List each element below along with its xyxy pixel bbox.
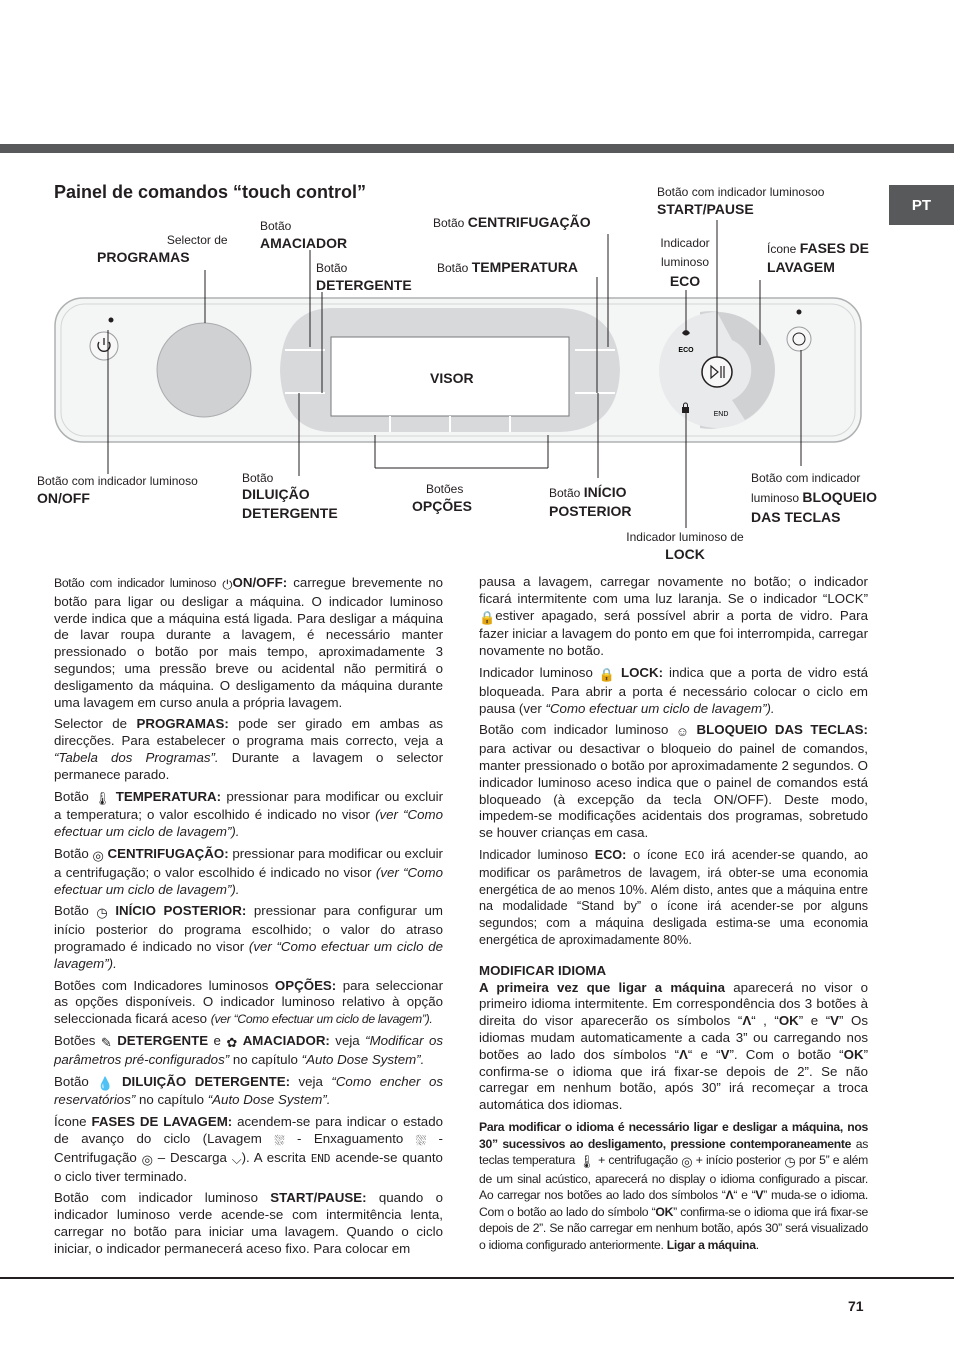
thermometer-icon: 🌡 <box>93 790 111 806</box>
callout-onoff: Botão com indicador luminoso ON/OFF <box>37 474 198 506</box>
para-start-pause: Botão com indicador luminoso START/PAUSE: quando o indicador luminoso verde acende-se com intermitência lenta, carregar no botão para iniciar uma lavagem. Quando o ciclo iniciar, o indicador permanecerá aceso fixo. Para colocar em <box>54 1190 443 1256</box>
para-temperatura: Botão 🌡 TEMPERATURA: pressionar para modificar ou excluir a temperatura; o valor escolhido é indicado no visor (ver “Como efectuar um ciclo de lavagem”). <box>54 788 443 840</box>
callout-eco: Indicador luminoso ECO <box>660 236 710 289</box>
spin-icon: ◎ <box>92 847 104 863</box>
para-fases: Ícone FASES DE LAVAGEM: acendem-se para indicar o estado de avanço do ciclo (Lavagem ⛆ - Enxaguamento ⛆ - Centrifugação ◎ – Descarga ⌵). A escrita END acende-se quanto o ciclo tiver terminado. <box>54 1114 443 1184</box>
wash-phase-icon: ⛆ <box>274 1132 285 1148</box>
spin-icon: ◎ <box>681 1154 693 1170</box>
callout-programas: Selector de PROGRAMAS <box>97 233 228 265</box>
svg-text:END: END <box>713 411 729 418</box>
right-column <box>479 574 868 1259</box>
onoff-button <box>90 332 118 360</box>
para-programas: Selector de PROGRAMAS: pode ser girado em ambas as direcções. Para estabelecer o programa mais correcto, veja a “Tabela dos Programas”. Durante a lavagem o selector permanece parado. <box>54 716 443 782</box>
para-lock: Indicador luminoso 🔒 LOCK: indica que a porta de vidro está bloqueada. Para abrir a porta é necessário colocar o ciclo em pausa (ver “Como efectuar um ciclo de lavagem”). <box>479 664 869 716</box>
callout-amaciador: Botão AMACIADOR <box>260 219 348 251</box>
callout-temperatura: Botão TEMPERATURA <box>437 259 578 275</box>
softener-flower-icon: ✿ <box>226 1034 238 1050</box>
callout-bloqueio: Botão com indicador luminoso BLOQUEIO DAS TECLAS <box>751 471 878 525</box>
section-heading: MODIFICAR IDIOMA <box>479 962 607 978</box>
callout-start-pause: Botão com indicador luminosoo START/PAUSE <box>657 185 825 217</box>
callout-opcoes: Botões OPÇÕES <box>412 482 472 514</box>
para-start-cont: pausa a lavagem, carregar novamente no botão; o indicador ficará intermitente com uma luz laranja. Se o indicador “LOCK” 🔒estiver apagado, será possível abrir a porta de vidro. Para fazer iniciar a lavagem do ponto em que foi interrompida, carregar novamente no botão. <box>479 574 868 659</box>
child-lock-icon: ☺ <box>675 724 690 740</box>
language-tab: PT <box>889 185 954 225</box>
para-centrifugacao: Botão ◎ CENTRIFUGAÇÃO: pressionar para modificar ou excluir a centrifugação; o valor escolhido é indicado no visor (ver “Como efectuar um ciclo de lavagem”). <box>54 845 443 897</box>
program-selector-knob <box>157 323 251 417</box>
para-detergente: Botões ✎ DETERGENTE e ✿ AMACIADOR: veja “Modificar os parâmetros pré-configurados” no capítulo “Auto Dose System”. <box>54 1032 443 1067</box>
key-lock-button <box>787 327 811 351</box>
callout-inicio-posterior: Botão INÍCIO POSTERIOR <box>549 484 632 519</box>
callout-detergente: Botão DETERGENTE <box>316 261 412 293</box>
left-column <box>54 575 443 1262</box>
delay-timer-icon: ◷ <box>96 905 108 921</box>
para-idioma: A primeira vez que ligar a máquina aparecerá no visor o primeiro idioma intermitente. Em correspondência dos 3 botões à direita do visor aparecerão os símbolos “Λ“ , “OK” e “V” Os idiomas mudam automaticamente a cada 3” ou carregando nos botões ao lado dos símbolos “Λ“ e “V”. Com o botão “OK” confirma-se o idioma que irá fixar-se depois de 2”. Se não carregar em nenhum botão, após 30” irá recomeçar a troca automática dos idiomas. <box>479 979 869 1113</box>
rinse-phase-icon: ⛆ <box>415 1132 427 1148</box>
para-bloqueio: Botão com indicador luminoso ☺ BLOQUEIO DAS TECLAS: para activar ou desactivar o bloqueio do painel de comandos, manter pressionado o botão por aproximadamente 2 segundos. O indicador luminoso aceso indica que o painel de comandos está bloqueado (à excepção da tecla ON/OFF). Deste modo, impedem-se modificações acidentais dos programas, sobretudo se houver crianças em casa. <box>479 722 868 841</box>
start-pause-button <box>702 357 732 387</box>
para-eco: Indicador luminoso ECO: o ícone ECO irá acender-se quando, ao modificar os parâmetros de lavagem, irá obter-se uma economia energética de ao menos 10%. Além disto, antes que a máquina entre na modalidade “Stand by” o ícone irá acender-se por alguns segundos; com a máquina desligada estima-se uma economia energética de aproximadamente 80%. <box>479 847 869 947</box>
visor-label: VISOR <box>430 370 474 386</box>
para-idioma-modify: Para modificar o idioma é necessário ligar e desligar a máquina, nos 30” sucessivos ao desligamento, pressione contemporaneamente as teclas temperatura 🌡 + centrifugação ◎ + início posterior ◷ por 5” e além de um sinal acústico, aparecerá no display o idioma configurado a piscar. Ao carregar nos botões ao lado dos símbolos “Λ“ e “V” muda-se o idioma. Com o botão ao lado do símbolo “OK” confirma-se o idioma que irá fixar-se depois de 2”. Se não carregar em nenhum botão, após 30” será visualizado o idioma configurado anteriormente. Ligar a máquina. <box>479 1119 869 1253</box>
thermometer-icon: 🌡 <box>578 1154 595 1170</box>
detergent-icon: ✎ <box>100 1034 112 1050</box>
drain-phase-icon: ⌵ <box>231 1151 242 1167</box>
page-number: 71 <box>848 1298 864 1314</box>
para-opcoes: Botões com Indicadores luminosos OPÇÕES: para seleccionar as opções disponíveis. O indicador luminoso relativo à opção seleccionada ficará aceso (ver “Como efectuar um ciclo de lavagem”). <box>54 977 443 1027</box>
power-icon: ⏻ <box>222 577 233 592</box>
para-inicio-posterior: Botão ◷ INÍCIO POSTERIOR: pressionar para configurar um início posterior do programa escolhido; o valor do atraso programado é indicado no visor (ver “Como efectuar um ciclo de lavagem”). <box>54 903 443 971</box>
callout-diluicao: Botão DILUIÇÃO DETERGENTE <box>242 471 338 521</box>
bottom-rule <box>0 1277 954 1279</box>
para-onoff: Botão com indicador luminoso ⏻ON/OFF: carregue brevemente no botão para ligar ou desligar a máquina. O indicador luminoso verde indica que a máquina está ligada. Para desligar a máquina de lavar roupa durante a lavagem, é necessário manter pressionado o botão por mais tempo, aproximadamente 3 segundos; uma pressão breve ou acidental não permitirá o desligamento da máquina. O desligamento da máquina durante uma lavagem em curso anula a própria lavagem. <box>54 575 443 710</box>
spin-phase-icon: ◎ <box>141 1151 153 1167</box>
lock-icon: 🔒 <box>598 666 615 682</box>
callout-fases: Ícone FASES DE LAVAGEM <box>767 240 869 275</box>
delay-timer-icon: ◷ <box>784 1154 796 1170</box>
page-title: Painel de comandos “touch control” <box>54 182 367 202</box>
callout-centrifugacao: Botão CENTRIFUGAÇÃO <box>433 214 591 230</box>
para-diluicao: Botão 💧 DILUIÇÃO DETERGENTE: veja “Como encher os reservatórios” no capítulo “Auto Dose System”. <box>54 1073 443 1108</box>
drop-icon: 💧 <box>97 1075 114 1091</box>
svg-text:ECO: ECO <box>678 347 694 354</box>
lock-icon: 🔒 <box>479 609 496 625</box>
callout-lock: Indicador luminoso de LOCK <box>626 530 744 562</box>
